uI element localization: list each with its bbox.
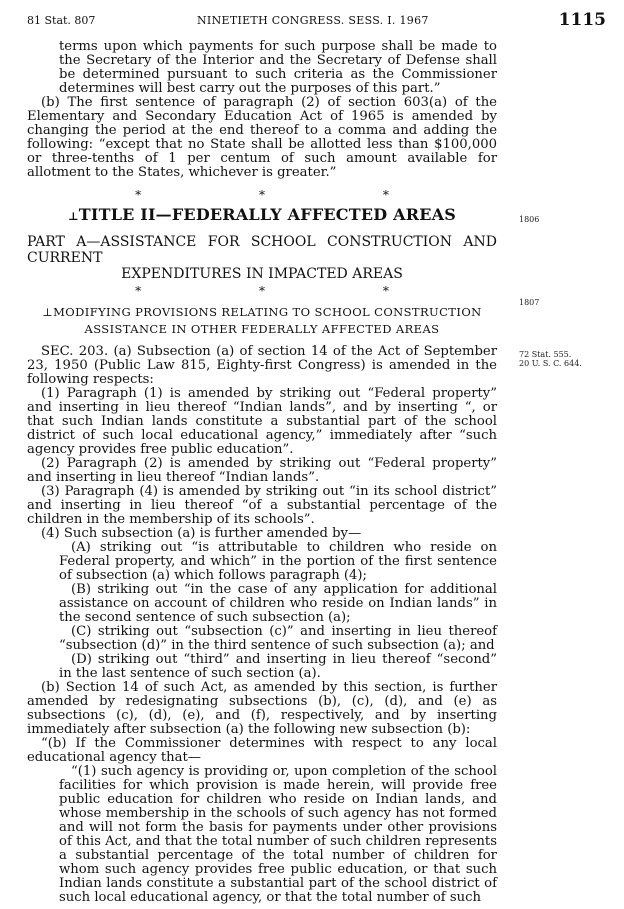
insertion-marker-icon: ⊥ [42,306,54,319]
amendment-paragraph-3: (3) Paragraph (4) is amended by striking out “in its school district” and inserting in lieu thereof “of a substantial percentage of the children in the membership of its schools”. [27,484,497,527]
star-2: * [259,188,265,202]
section-heading [27,304,497,337]
amendment-clause-a: (A) striking out “is attributable to children who reside on Federal property, and which” in the portion of the first sentence of subsection (a) which follows paragraph (4); [59,540,497,583]
statute-body [27,40,497,905]
star-5: * [259,284,265,298]
header-congress-session: NINETIETH CONGRESS. SESS. I. 1967 [197,14,429,27]
margin-stat-ref-line-2: 20 U. S. C. 644. [519,359,582,368]
section-203-text: (a) Subsection (a) of section 14 of the Act of September 23, 1950 (Public Law 815, Eighty-first Congress) is amended in the following respects: [27,344,498,387]
amendment-paragraph-2: (2) Paragraph (2) is amended by striking out “Federal property” and inserting in lieu thereof “Indian lands”. [27,456,497,485]
margin-stat-ref-line-1: 72 Stat. 555. [519,350,572,359]
running-header [27,10,606,34]
section-break-stars-2 [27,284,497,298]
section-label: SEC. 203. [41,344,109,359]
header-stat-citation: 81 Stat. 807 [27,14,96,27]
page-number: 1115 [558,10,606,30]
quoted-paragraph-1: “(1) such agency is providing or, upon completion of the school facilities for which provision is made herein, will provide free public education for children who reside on Indian lands, and whose membership in the schools of such agency has not formed and will not form the basis for payments under other provisions of this Act, and that the total number of such children represents a substantial percentage of the total number of children for whom such agency provides free public education, or that such Indian lands constitute a substantial part of the school district of such local educational agency, or that the total number of such [59,764,497,905]
title-heading-text: TITLE II—FEDERALLY AFFECTED AREAS [78,205,456,224]
section-heading-line-2: ASSISTANCE IN OTHER FEDERALLY AFFECTED AREAS [84,322,440,336]
subsection-b: (b) Section 14 of such Act, as amended by this section, is further amended by redesignating subsections (b), (c), (d), and (e) as subsections (c), (d), (e), and (f), respectively, and by inserting immediately after subsection (a) the following new subsection (b): [27,680,497,737]
star-6: * [382,284,389,298]
star-3: * [382,188,389,202]
amendment-paragraph-4: (4) Such subsection (a) is further amended by— [41,526,362,541]
part-a-heading [27,234,497,282]
amendment-clause-b: (B) striking out “in the case of any application for additional assistance on account of children who reside on Indian lands” in the second sentence of such subsection (a); [59,582,497,625]
part-a-heading-line-1: PART A—ASSISTANCE FOR SCHOOL CONSTRUCTION AND CURRENT [27,234,497,266]
star-1: * [135,188,142,202]
paragraph-continuation: terms upon which payments for such purpose shall be made to the Secretary of the Interior and the Secretary of Defense shall be determined pursuant to such criteria as the Commissioner determines will best carry out the purposes of this part.” [59,39,497,96]
title-heading [27,205,497,224]
margin-stat-ref [519,350,582,368]
amendment-clause-c: (C) striking out “subsection (c)” and inserting in lieu thereof “subsection (d)” in the third sentence of such subsection (a); and [59,624,497,653]
insertion-marker-icon: ⊥ [68,210,79,223]
amendment-paragraph-1: (1) Paragraph (1) is amended by striking out “Federal property” and inserting in lieu thereof “Indian lands”, and by inserting “, or that such Indian lands constitute a substantial part of the school district of such local educational agency,” immediately after “such agency provides free public education”. [27,386,497,457]
paragraph-b-first: (b) The first sentence of paragraph (2) of section 603(a) of the Elementary and Secondary Education Act of 1965 is amended by changing the period at the end thereof to a comma and adding the following: “except that no State shall be allotted less than $100,000 or three-tenths of 1 per centum of such amount available for allotment to the States, whichever is greater.” [27,95,497,180]
section-break-stars [27,188,497,202]
part-a-heading-line-2: EXPENDITURES IN IMPACTED AREAS [121,266,403,282]
star-4: * [135,284,142,298]
margin-note-1807: 1807 [519,298,540,307]
section-203-intro [27,345,497,387]
amendment-clause-d: (D) striking out “third” and inserting in lieu thereof “second” in the last sentence of such section (a). [59,652,497,681]
section-heading-line-1: ⊥MODIFYING PROVISIONS RELATING TO SCHOOL CONSTRUCTION [42,305,482,319]
margin-note-1806: 1806 [519,215,540,224]
quoted-subsection-b: “(b) If the Commissioner determines with respect to any local educational agency that— [27,736,497,765]
